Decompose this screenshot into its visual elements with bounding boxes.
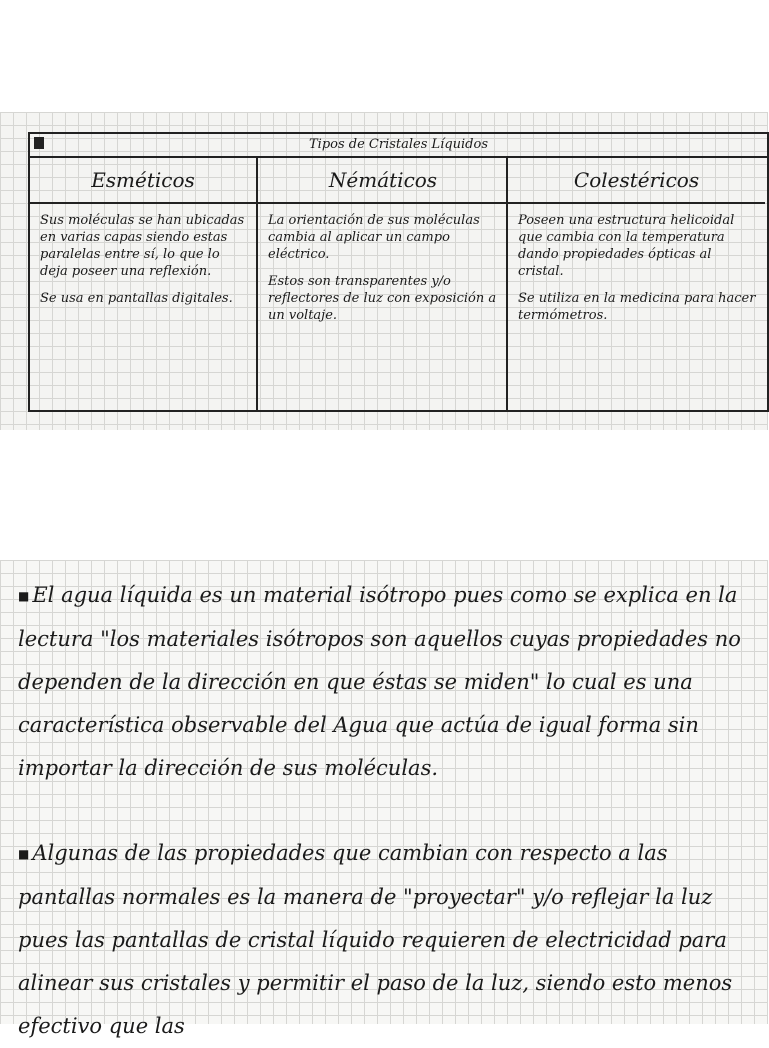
column-heading: Esméticos [30,158,256,204]
column-nematicos [256,158,508,410]
column-text: Poseen una estructura helicoidal que cambia con la temperatura dando propiedades ópticas al cristal. [518,213,735,279]
bullet-mark: ■ [18,589,30,603]
column-heading: Colestéricos [508,158,765,204]
column-text: Estos son transparentes y/o reflectores de luz con exposición a un voltaje. [268,274,497,323]
table-page-photo [0,112,768,430]
column-esmeticos [30,158,256,410]
paragraph-text: Algunas de las propiedades que cambian con respecto a las pantallas normales es la manera de "proyectar" y/o reflejar la luz pues las pantallas de cristal líquido requieren de electricidad para alinear sus cristales y permitir el paso de la luz, siendo esto menos efectivo que las [18,841,733,1038]
handwritten-paragraph [18,574,750,790]
column-text: Se utiliza en la medicina para hacer termómetros. [518,291,756,323]
column-text: La orientación de sus moléculas cambia al aplicar un campo eléctrico. [268,213,480,262]
liquid-crystal-types-table [28,132,769,412]
handwritten-paragraph [18,832,750,1048]
paragraph-text: El agua líquida es un material isótropo pues como se explica en la lectura "los materiales isótropos son aquellos cuyas propiedades no dependen de la dirección en que éstas se miden" lo cual es una característica observable del Agua que actúa de igual forma sin importar la dirección de sus moléculas. [18,583,741,780]
table-title: Tipos de Cristales Líquidos [30,134,767,158]
column-text: Se usa en pantallas digitales. [40,291,233,306]
column-text: Sus moléculas se han ubicadas en varias capas siendo estas paralelas entre sí, lo que lo deja poseer una reflexión. [40,213,245,279]
column-heading: Némáticos [258,158,508,204]
paragraph-page-photo [0,560,768,1038]
column-colestericos [506,158,765,410]
bullet-mark: ■ [18,847,30,861]
